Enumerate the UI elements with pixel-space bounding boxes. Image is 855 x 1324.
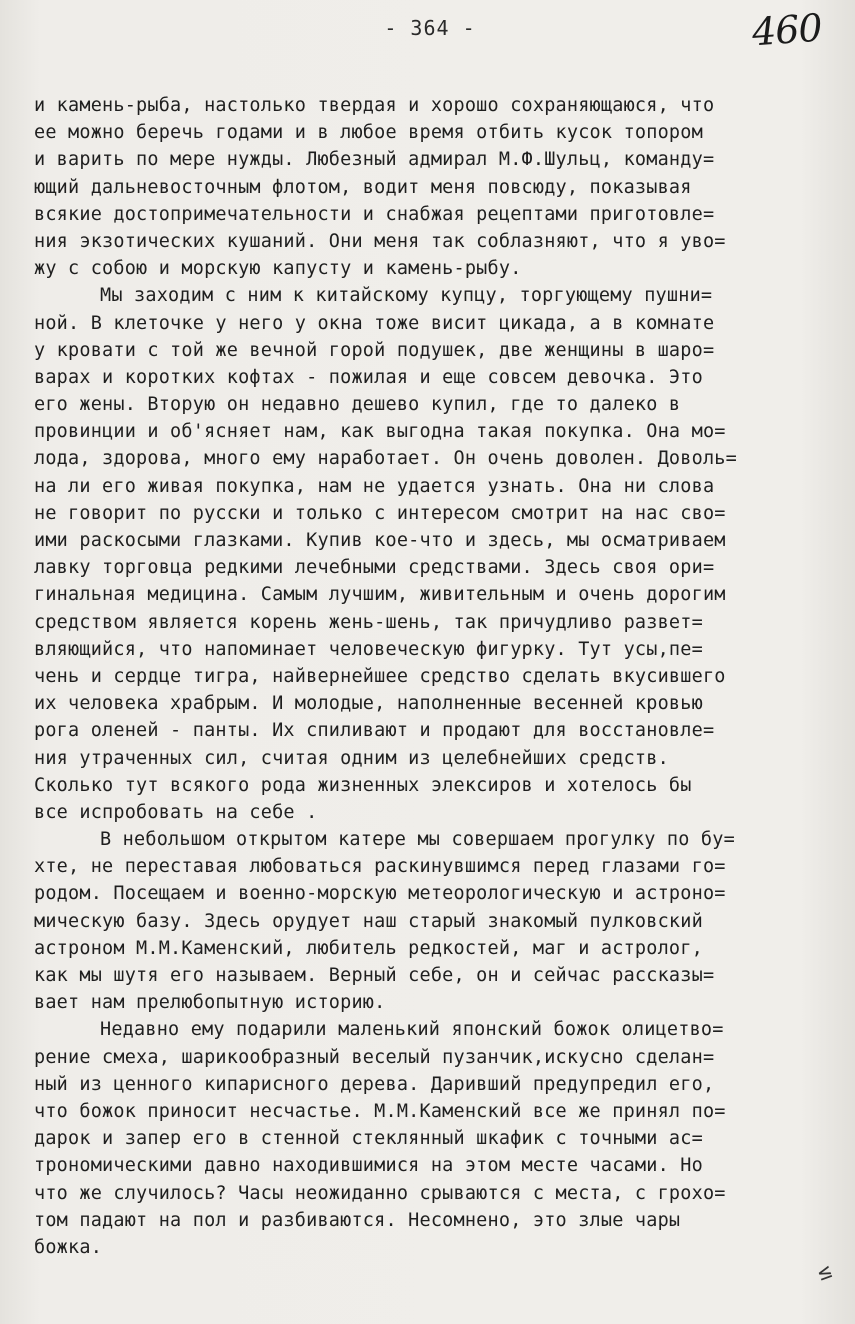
text-line: трономическими давно находившимися на этом месте часами. Но xyxy=(34,1155,703,1177)
text-line: том падают на пол и разбиваются. Несомнено, это злые чары xyxy=(34,1209,681,1231)
paragraph-start-line: В небольшом открытом катере мы совершаем прогулку по бу= xyxy=(100,829,735,851)
text-line: провинции и об'ясняет нам, как выгодна такая покупка. Она мо= xyxy=(34,421,726,443)
text-line: астроном М.М.Каменский, любитель редкостей, маг и астролог, xyxy=(34,937,703,959)
text-line: их человека храбрым. И молодые, наполненные весенней кровью xyxy=(34,693,703,715)
text-line: чень и сердце тигра, найвернейшее средство сделать вкусившего xyxy=(34,665,726,687)
text-line: дарок и запер его в стенной стеклянный шкафик с точными ас= xyxy=(34,1128,703,1150)
text-line: ими раскосыми глазками. Купив кое-что и здесь, мы осматриваем xyxy=(34,530,726,551)
text-line: хте, не переставая любоваться раскинувшимся перед глазами го= xyxy=(34,856,726,878)
text-line: рение смеха, шарикообразный веселый пузанчик,искусно сделан= xyxy=(34,1046,715,1068)
handwritten-archive-number: 460 xyxy=(750,5,823,55)
text-line: божка. xyxy=(34,1236,103,1258)
text-line: всякие достопримечательности и снабжая рецептами приготовле= xyxy=(34,203,715,225)
text-line: родом. Посещаем и военно-морскую метеорологическую и астроно= xyxy=(34,883,726,905)
typewritten-text-body xyxy=(34,92,850,1261)
text-line: что божок приносит несчастье. М.М.Каменский все же принял по= xyxy=(34,1100,726,1122)
text-line: ния утраченных сил, считая одним из целебнейших средств. xyxy=(34,747,669,769)
text-line: все испробовать на себе . xyxy=(34,801,318,823)
text-line: что же случилось? Часы неожиданно срываются с места, с грохо= xyxy=(34,1182,726,1204)
text-line: варах и коротких кофтах - пожилая и еще совсем девочка. Это xyxy=(34,366,703,388)
text-line: лавку торговца редкими лечебными средствами. Здесь своя ори= xyxy=(34,557,715,579)
text-line: лода, здорова, много ему наработает. Он очень доволен. Доволь= xyxy=(34,448,737,470)
text-line: Сколько тут всякого рода жизненных элексиров и хотелось бы xyxy=(34,774,692,796)
text-line: его жены. Вторую он недавно дешево купил, где то далеко в xyxy=(34,394,681,416)
page-number: - 364 - xyxy=(384,16,476,40)
text-line: на ли его живая покупка, нам не удается узнать. Она ни слова xyxy=(34,475,715,497)
text-line: не говорит по русски и только с интересом смотрит на нас сво= xyxy=(34,502,726,524)
text-line: вает нам прелюбопытную историю. xyxy=(34,992,386,1014)
text-line: и камень-рыба, настолько твердая и хорошо сохраняющаюся, что xyxy=(34,95,715,116)
text-line: ный из ценного кипарисного дерева. Даривший предупредил его, xyxy=(34,1073,715,1095)
text-line: ной. В клеточке у него у окна тоже висит цикада, а в комнате xyxy=(34,312,715,334)
text-line: ее можно беречь годами и в любое время отбить кусок топором xyxy=(34,122,703,144)
text-line: мическую базу. Здесь орудует наш старый знакомый пулковский xyxy=(34,910,703,932)
text-line: рога оленей - панты. Их спиливают и продают для восстановле= xyxy=(34,720,715,742)
text-line: средством является корень жень-шень, так причудливо развет= xyxy=(34,611,703,633)
text-line: как мы шутя его называем. Верный себе, он и сейчас рассказы= xyxy=(34,965,715,986)
text-line: у кровати с той же вечной горой подушек, две женщины в шаро= xyxy=(34,339,715,361)
paragraph-start-line: Недавно ему подарили маленький японский божок олицетво= xyxy=(100,1019,724,1041)
text-line: гинальная медицина. Самым лучшим, живительным и очень дорогим xyxy=(34,584,726,606)
text-line: ющий дальневосточным флотом, водит меня повсюду, показывая xyxy=(34,176,692,198)
text-line: ния экзотических кушаний. Они меня так соблазняют, что я уво= xyxy=(34,230,726,252)
paragraph-start-line: Мы заходим с ним к китайскому купцу, торгующему пушни= xyxy=(100,285,713,307)
text-line: и варить по мере нужды. Любезный адмирал М.Ф.Шульц, команду= xyxy=(34,149,715,171)
text-line: жу с собою и морскую капусту и камень-рыбу. xyxy=(34,258,522,280)
text-line: вляющийся, что напоминает человеческую фигурку. Тут усы,пе= xyxy=(34,638,703,660)
handwritten-margin-mark: ≤ xyxy=(814,1258,836,1287)
